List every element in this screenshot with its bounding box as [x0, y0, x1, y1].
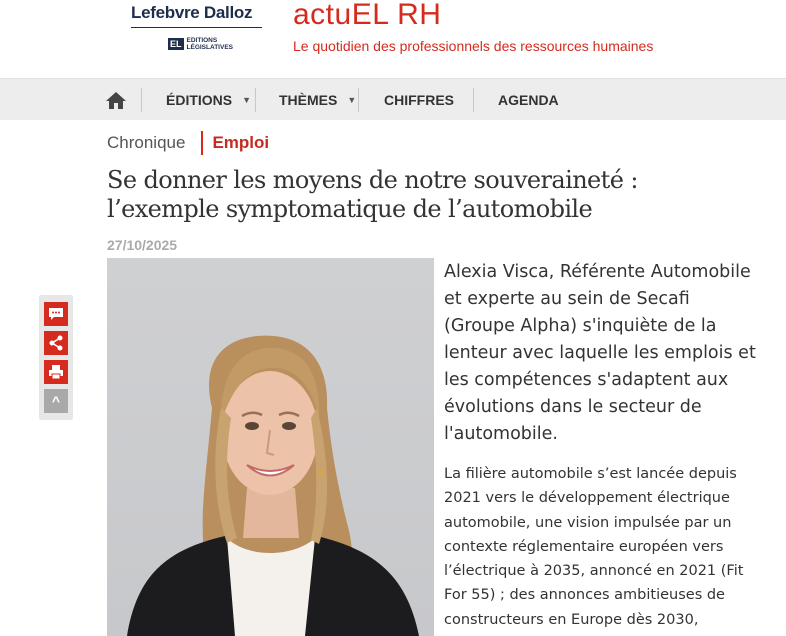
site-header — [0, 0, 786, 78]
nav-separator — [141, 88, 142, 112]
article-body: La filière automobile s’est lancée depuis 2021 vers le développement électrique automobile, une vision impulsée par un contexte réglementaire européen vers l’électrique à 2035, annoncé en 2021 (Fit For 55) ; des annonces ambitieuses de constructeurs en Europe dès 2030, — [444, 466, 744, 628]
nav-chiffres[interactable] — [384, 79, 454, 121]
brand-tagline: Le quotidien des professionnels des ressources humaines — [293, 38, 654, 54]
scroll-top-glyph: ^ — [51, 393, 61, 409]
imprint-line1: EDITIONS — [186, 37, 218, 44]
imprint-line2: LÉGISLATIVES — [186, 44, 233, 51]
publisher-logo[interactable]: Lefebvre Dalloz — [131, 3, 253, 22]
nav-agenda-label: AGENDA — [498, 92, 559, 108]
scroll-top-icon[interactable] — [44, 389, 68, 413]
article-date: 27/10/2025 — [107, 237, 178, 253]
article-title — [107, 166, 747, 224]
nav-separator — [255, 88, 256, 112]
chevron-down-icon: ▼ — [347, 95, 357, 105]
category-link[interactable]: Chronique — [107, 133, 186, 152]
article-title-line2: l’exemple symptomatique de l’automobile — [107, 195, 593, 223]
subcategory-link[interactable]: Emploi — [212, 133, 270, 152]
article-intro: Alexia Visca, Référente Automobile et experte au sein de Secafi (Groupe Alpha) s'inquiète de la lenteur avec laquelle les emplois et les compétences s'adaptent aux évolutions dans le secteur de l'automobile. — [444, 262, 756, 444]
editions-legislatives-logo[interactable] — [168, 37, 233, 51]
nav-themes-label: THÈMES — [279, 92, 338, 108]
el-badge: EL — [170, 39, 182, 49]
chevron-down-icon: ▼ — [242, 95, 252, 105]
publisher-logo-underline — [131, 27, 262, 28]
home-icon[interactable] — [105, 79, 127, 121]
category-divider — [201, 131, 203, 155]
article-title-line1: Se donner les moyens de notre souveraineté : — [107, 166, 638, 194]
nav-themes[interactable] — [279, 79, 356, 121]
nav-editions[interactable] — [166, 79, 251, 121]
comment-icon[interactable] — [44, 302, 68, 326]
breadcrumb — [107, 131, 269, 155]
nav-separator — [473, 88, 474, 112]
nav-separator — [358, 88, 359, 112]
nav-agenda[interactable] — [498, 79, 559, 121]
share-icon[interactable] — [44, 331, 68, 355]
print-icon[interactable] — [44, 360, 68, 384]
article-toolbar — [39, 295, 73, 420]
nav-editions-label: ÉDITIONS — [166, 92, 233, 108]
main-nav — [0, 78, 786, 120]
author-portrait — [107, 258, 434, 636]
brand-title[interactable]: actuEL RH — [293, 0, 442, 31]
nav-chiffres-label: CHIFFRES — [384, 92, 454, 108]
